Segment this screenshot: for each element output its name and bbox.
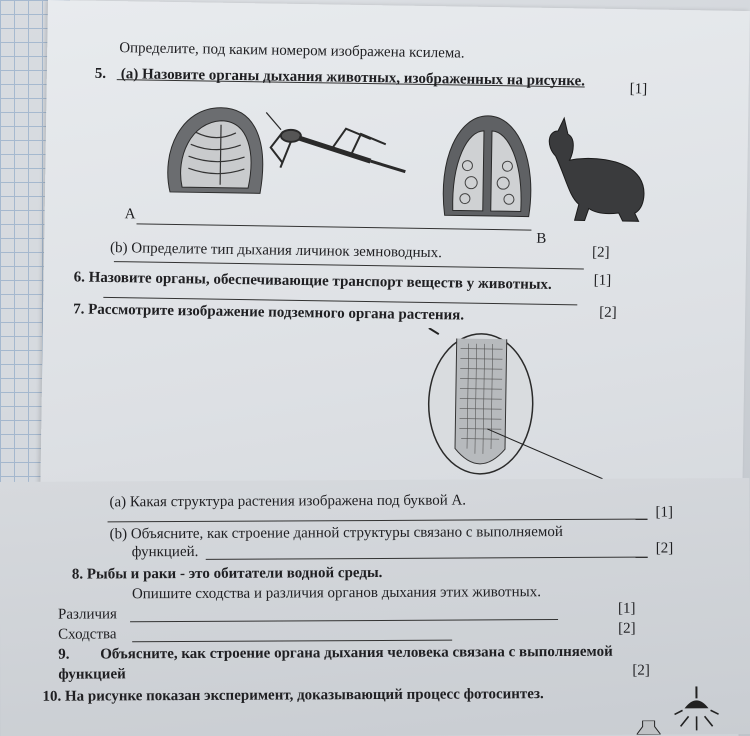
header-text: Определите, под каким номером изображена ксилема. — [119, 40, 465, 62]
q8-subtitle: Опишите сходства и различия органов дыхания этих животных. — [131, 584, 541, 603]
q7-text: 7. Рассмотрите изображение подземного органа растения. — [73, 301, 465, 324]
q5-b-answer-line — [114, 261, 584, 269]
q5-a-text: (а) Назовите органы дыхания животных, изображенных на рисунке. — [120, 66, 586, 90]
q8-title: 8. Рыбы и раки - это обитатели водной среды. — [71, 564, 383, 583]
q7-b-text: (b) Объясните, как строение данной структуры связано с выполняемой — [109, 524, 563, 543]
q5-b-score: [2] — [591, 244, 610, 261]
q7-a-text: (a) Какая структура растения изображена под буквой А. — [109, 492, 467, 511]
flask-icon — [637, 721, 661, 735]
q9-number: 9. — [58, 646, 70, 663]
q9-text-cont: функцией — [58, 666, 126, 683]
root-tip-figure — [424, 328, 646, 491]
q8-similarities-label: Сходства — [58, 626, 117, 643]
insect-figure — [260, 107, 411, 179]
q8-similarities-score: [2] — [618, 620, 636, 637]
q7-a-score: [1] — [655, 504, 674, 521]
q6-score: [2] — [599, 304, 617, 321]
q8-differences-label: Различия — [57, 606, 117, 623]
q8-differences-score: [1] — [617, 600, 636, 617]
gills-figure — [160, 102, 272, 204]
q5-number: 5. — [94, 65, 107, 82]
lungs-figure — [437, 110, 539, 222]
q7-b-answer-line — [206, 557, 648, 560]
q9-score: [2] — [632, 662, 650, 679]
q5-a-score: [1] — [629, 81, 648, 98]
q8-similarities-line — [132, 640, 452, 643]
q6-score-top: [1] — [593, 272, 612, 289]
q5-label-A: A — [124, 206, 136, 223]
q6-text: 6. Назовите органы, обеспечивающие транспорт веществ у животных. — [73, 269, 552, 293]
q7-b-score: [2] — [655, 540, 674, 557]
q5-answer-line-A — [136, 223, 531, 230]
q5-label-B: B — [536, 230, 547, 247]
q7-b-text-cont: функцией. — [131, 543, 199, 561]
q9-text: Объясните, как строение органа дыхания человека связана с выполняемой — [100, 643, 613, 663]
q5-b-text: (b) Определите тип дыхания личинок земноводных. — [109, 240, 443, 262]
hare-figure — [535, 116, 657, 228]
lower-worksheet — [0, 478, 750, 736]
q10-text: 10. На рисунке показан эксперимент, доказывающий процесс фотосинтез. — [42, 686, 544, 705]
q8-differences-line — [130, 619, 558, 622]
q7-a-answer-line — [108, 519, 648, 523]
lamp-icon — [666, 686, 726, 734]
